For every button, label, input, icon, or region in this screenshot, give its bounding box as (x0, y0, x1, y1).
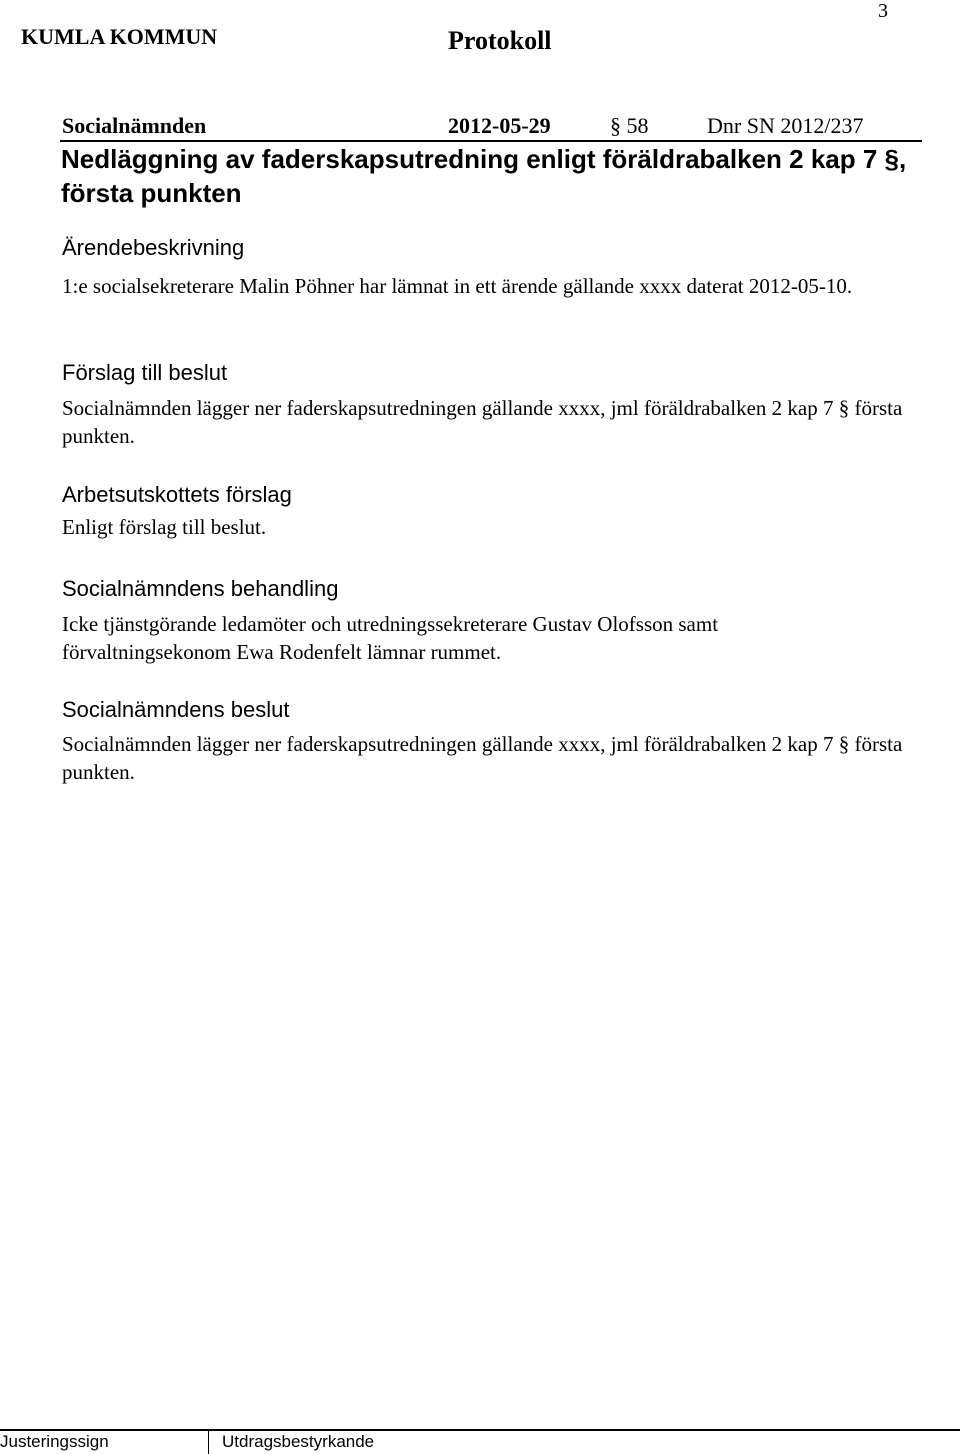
section-text: Icke tjänstgörande ledamöter och utredningssekreterare Gustav Olofsson samt förvaltningsekonom Ewa Rodenfelt lämnar rummet. (62, 612, 719, 664)
case-number: Dnr SN 2012/237 (707, 113, 864, 138)
footer-divider (0, 1429, 960, 1431)
section-heading: Arbetsutskottets förslag (62, 482, 292, 507)
section-text: Enligt förslag till beslut. (62, 515, 267, 539)
page-number: 3 (878, 0, 888, 22)
section-text: Socialnämnden lägger ner faderskapsutredningen gällande xxxx, jml föräldrabalken 2 kap 7 § första punkten. (62, 732, 903, 784)
section-socialnamndens-beslut (62, 696, 912, 786)
document-type: Protokoll (448, 26, 552, 55)
section-heading: Socialnämndens behandling (62, 576, 339, 601)
footer-column-divider (208, 1429, 209, 1454)
organization-name: KUMLA KOMMUN (21, 24, 218, 49)
footer-utdragsbestyrkande: Utdragsbestyrkande (222, 1432, 375, 1451)
section-text: 1:e socialsekreterare Malin Pöhner har lämnat in ett ärende gällande xxxx daterat 2012-05-10. (62, 274, 853, 298)
case-title: Nedläggning av faderskapsutredning enligt föräldrabalken 2 kap 7 §, första punkten (61, 144, 907, 208)
section-heading: Förslag till beslut (62, 360, 228, 385)
section-socialnamndens-behandling (62, 575, 912, 666)
meeting-date: 2012-05-29 (448, 113, 551, 138)
paragraph-number: § 58 (610, 113, 649, 138)
section-forslag-till-beslut (62, 359, 912, 450)
section-text: Socialnämnden lägger ner faderskapsutredningen gällande xxxx, jml föräldrabalken 2 kap 7 § första punkten. (62, 396, 903, 448)
footer-justeringssign: Justeringssign (0, 1432, 109, 1451)
section-arbetsutskottets-forslag (62, 481, 912, 541)
section-heading: Ärendebeskrivning (62, 235, 245, 260)
meeting-body: Socialnämnden (62, 113, 207, 138)
section-heading: Socialnämndens beslut (62, 697, 290, 722)
section-arendebeskrivning (62, 234, 912, 300)
